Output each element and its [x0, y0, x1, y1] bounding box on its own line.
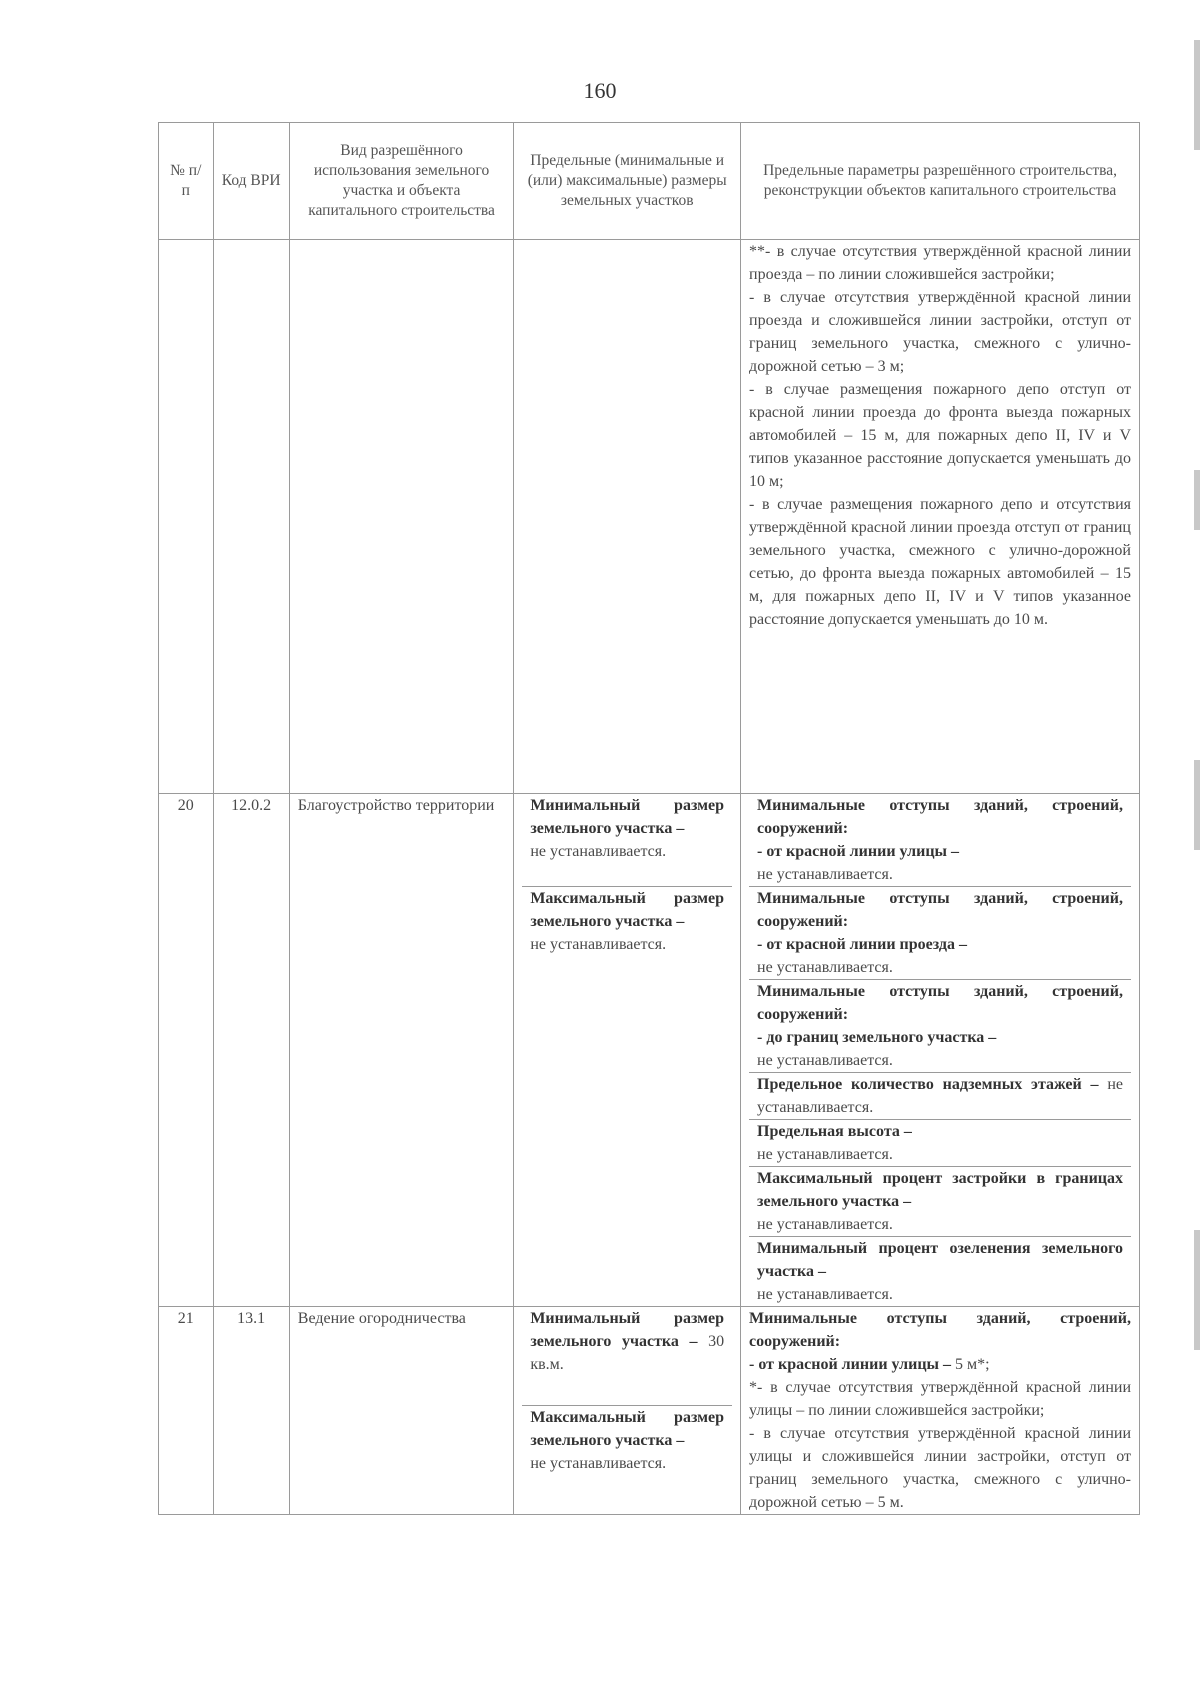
cell-size — [514, 240, 741, 794]
header-vri: Вид разрешённого использования земельного участка и объекта капитального строительства — [289, 123, 514, 240]
params-text: - в случае размещения пожарного депо и отсутствия утверждённой красной линии проезда отступ от границ земельного участка, смежного с улично-дорожной сетью, до фронта выезда пожарных автомобилей – 15 м, для пожарных депо II, IV и V типов указанное расстояние допускается уменьшать до 10 м. — [749, 496, 1131, 628]
param-block — [749, 1072, 1131, 1119]
cell-code: 12.0.2 — [213, 794, 289, 1307]
cell-vri: Благоустройство территории — [289, 794, 514, 1307]
param-label: - до границ земельного участка – — [757, 1029, 997, 1046]
size-label: Минимальный размер земельного участка – — [530, 797, 725, 837]
param-label: Максимальный процент застройки в границах земельного участка – — [757, 1170, 1123, 1210]
param-value: не устанавливается. — [757, 1146, 893, 1163]
header-num: № п/п — [159, 123, 214, 240]
cell-code: 13.1 — [213, 1307, 289, 1515]
param-value: не устанавливается. — [757, 866, 893, 883]
param-block — [749, 794, 1131, 886]
params-text: *- в случае отсутствия утверждённой красной линии улицы – по линии сложившейся застройки; — [749, 1379, 1131, 1419]
size-block — [522, 794, 732, 886]
params-text: - в случае размещения пожарного депо отступ от красной линии проезда до фронта выезда пожарных автомобилей – 15 м, для пожарных депо II, IV и V типов указанное расстояние допускается уменьшать до 10 м; — [749, 381, 1131, 490]
param-label: Минимальные отступы зданий, строений, сооружений: — [757, 890, 1123, 930]
size-label: Минимальный размер земельного участка – — [530, 1310, 725, 1350]
cell-params — [741, 1307, 1140, 1515]
size-block — [522, 1307, 732, 1405]
cell-vri — [289, 240, 514, 794]
param-value: не устанавливается. — [757, 1216, 893, 1233]
scan-edge-mark — [1194, 40, 1200, 150]
page-number: 160 — [583, 78, 617, 103]
param-block — [749, 886, 1131, 979]
param-label: Минимальный процент озеленения земельного участка – — [757, 1240, 1123, 1280]
cell-vri: Ведение огородничества — [289, 1307, 514, 1515]
scan-edge-mark — [1194, 760, 1200, 850]
param-value: 5 м*; — [955, 1356, 990, 1373]
params-text: - в случае отсутствия утверждённой красной линии улицы и сложившейся линии застройки, отступ от границ земельного участка, смежного с улично-дорожной сетью – 5 м. — [749, 1425, 1131, 1511]
regulations-table — [158, 122, 1140, 1515]
header-size: Предельные (минимальные и (или) максимальные) размеры земельных участков — [514, 123, 741, 240]
table-row-21 — [159, 1307, 1140, 1515]
scan-edge-mark — [1194, 1230, 1200, 1350]
cell-size — [514, 1307, 741, 1515]
size-block — [522, 886, 732, 956]
scan-edge-mark — [1194, 470, 1200, 530]
size-block — [522, 1405, 732, 1475]
size-value: не устанавливается. — [530, 936, 667, 953]
param-label: Минимальные отступы зданий, строений, сооружений: — [757, 983, 1123, 1023]
cell-code — [213, 240, 289, 794]
param-label: Минимальные отступы зданий, строений, сооружений: — [757, 797, 1123, 837]
param-value: не устанавливается. — [757, 959, 893, 976]
table-row-continuation — [159, 240, 1140, 794]
size-value: не устанавливается. — [530, 843, 667, 860]
size-value: 30 кв.м. — [530, 1333, 725, 1373]
header-params: Предельные параметры разрешённого строительства, реконструкции объектов капитального строительства — [741, 123, 1140, 240]
param-label: Предельное количество надземных этажей – — [757, 1076, 1099, 1093]
size-value: не устанавливается. — [530, 1455, 667, 1472]
param-label: - от красной линии проезда – — [757, 936, 967, 953]
cell-params — [741, 240, 1140, 794]
cell-num: 21 — [159, 1307, 214, 1515]
param-label: - от красной линии улицы – — [757, 843, 960, 860]
size-label: Максимальный размер земельного участка – — [530, 890, 725, 930]
param-value: не устанавливается. — [757, 1076, 1123, 1116]
cell-params — [741, 794, 1140, 1307]
params-text: - в случае отсутствия утверждённой красной линии проезда и сложившейся линии застройки, отступ от границ земельного участка, смежного с улично-дорожной сетью – 3 м; — [749, 289, 1131, 375]
cell-num — [159, 240, 214, 794]
param-block — [749, 1119, 1131, 1166]
header-code: Код ВРИ — [213, 123, 289, 240]
param-block — [749, 1236, 1131, 1306]
size-label: Максимальный размер земельного участка – — [530, 1409, 725, 1449]
cell-num: 20 — [159, 794, 214, 1307]
param-label: - от красной линии улицы – — [749, 1356, 952, 1373]
table-row-20 — [159, 794, 1140, 1307]
params-text: **- в случае отсутствия утверждённой красной линии проезда – по линии сложившейся застройки; — [749, 243, 1131, 283]
param-block — [749, 979, 1131, 1072]
param-block — [749, 1166, 1131, 1236]
param-value: не устанавливается. — [757, 1052, 893, 1069]
param-value: не устанавливается. — [757, 1286, 893, 1303]
table-header-row — [159, 123, 1140, 240]
param-label: Предельная высота – — [757, 1123, 912, 1140]
cell-size — [514, 794, 741, 1307]
param-label: Минимальные отступы зданий, строений, сооружений: — [749, 1310, 1131, 1350]
